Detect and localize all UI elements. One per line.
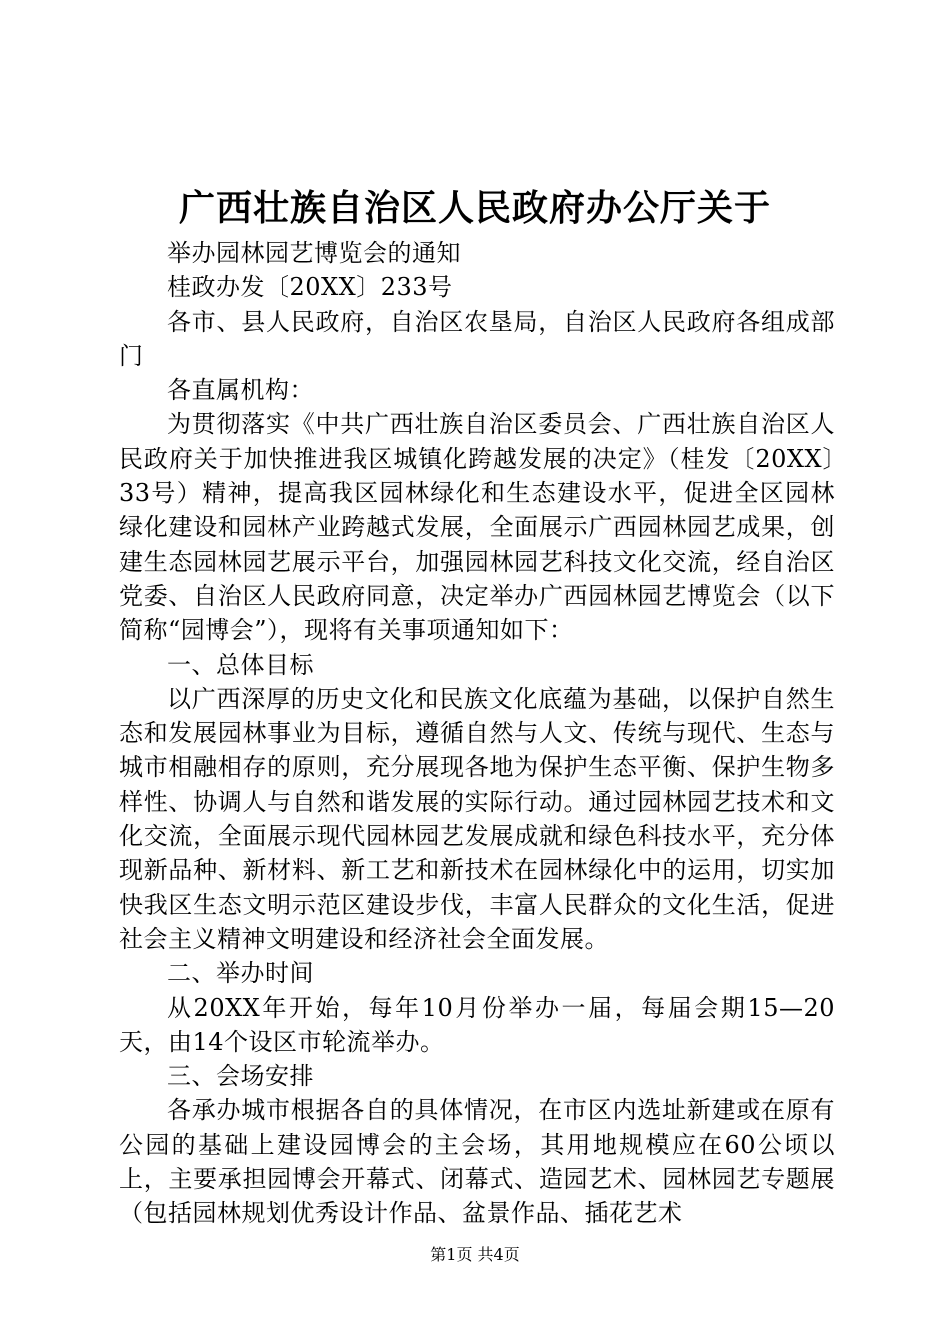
recipients-line: 各市、县人民政府，自治区农垦局，自治区人民政府各组成部门: [119, 307, 835, 370]
section-paragraph-2: 从20XX年开始，每年10月份举办一届，每届会期15—20天，由14个设区市轮流举办。: [119, 993, 835, 1056]
section-paragraph-1: 以广西深厚的历史文化和民族文化底蕴为基础，以保护自然生态和发展园林事业为目标，遵循自然与人文、传统与现代、生态与城市相融相存的原则，充分展现各地为保护生态平衡、保护生物多样性、协调人与自然和谐发展的实际行动。通过园林园艺技术和文化交流，全面展示现代园林园艺发展成就和绿色科技水平，充分体现新品种、新材料、新工艺和新技术在园林绿化中的运用，切实加快我区生态文明示范区建设步伐，丰富人民群众的文化生活，促进社会主义精神文明建设和经济社会全面发展。: [119, 684, 835, 953]
section-heading-3: 三、会场安排: [167, 1062, 314, 1091]
subtitle-line: 举办园林园艺博览会的通知: [167, 239, 461, 267]
page-footer: 第1页 共4页: [430, 1245, 520, 1264]
document-title: 广西壮族自治区人民政府办公厅关于: [178, 187, 771, 229]
document-body: [119, 236, 835, 1231]
section-paragraph-3: 各承办城市根据各自的具体情况，在市区内选址新建或在原有公园的基础上建设园博会的主会场，其用地规模应在60公顷以上，主要承担园博会开幕式、闭幕式、造园艺术、园林园艺专题展（包括园林规划优秀设计作品、盆景作品、插花艺术: [119, 1096, 835, 1228]
recipients-line-2: 各直属机构：: [167, 376, 314, 405]
document-number: 桂政办发〔20XX〕233号: [167, 273, 453, 302]
intro-paragraph: 为贯彻落实《中共广西壮族自治区委员会、广西壮族自治区人民政府关于加快推进我区城镇化跨越发展的决定》（桂发〔20XX〕33号）精神，提高我区园林绿化和生态建设水平，促进全区园林绿化建设和园林产业跨越式发展，全面展示广西园林园艺成果，创建生态园林园艺展示平台，加强园林园艺科技文化交流，经自治区党委、自治区人民政府同意，决定举办广西园林园艺博览会（以下简称“园博会”），现将有关事项通知如下：: [119, 410, 835, 645]
section-heading-2: 二、举办时间: [167, 959, 314, 988]
section-heading-1: 一、总体目标: [167, 650, 314, 679]
